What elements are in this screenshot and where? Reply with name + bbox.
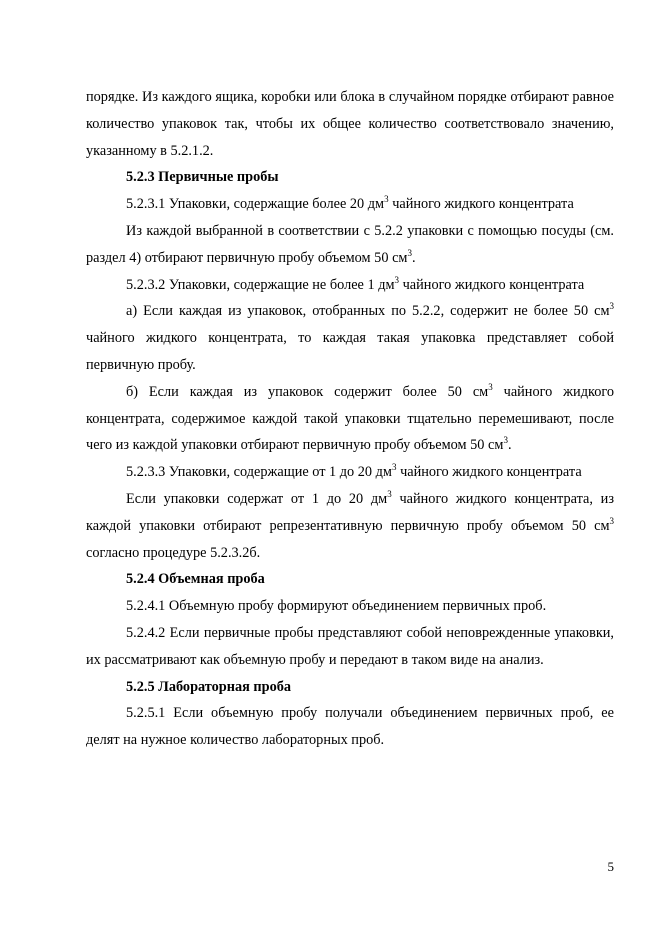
unit-exponent: 3: [394, 274, 400, 285]
document-body: [86, 84, 614, 754]
paragraph-text: Если упаковки содержат от 1 до 20: [126, 490, 364, 507]
section-heading-5-2-5: [86, 674, 614, 701]
unit-cm: см: [392, 249, 408, 266]
section-heading-5-2-3: [86, 164, 614, 191]
unit-exponent: 3: [503, 435, 508, 446]
paragraph-text: Из каждой выбранной в соответствии с 5.2.2 упаковки с помощью посуды (см. раздел 4) отбирают первичную пробу объемом 50: [86, 222, 614, 266]
paragraph-text: чайного жидкого концентрата, из каждой упаковки отбирают репрезентативную первичную пробу объемом 50: [86, 490, 614, 534]
unit-exponent: 3: [609, 301, 614, 312]
paragraph-text: порядке. Из каждого ящика, коробки или блока в случайном порядке отбирают равное количество упаковок так, чтобы их общее количество соответствовало значению, указанному в 5.2.1.2.: [86, 89, 614, 159]
paragraph-continuation: [86, 84, 614, 164]
heading-text: 5.2.3 Первичные пробы: [126, 169, 279, 186]
unit-dm: дм: [378, 276, 395, 293]
paragraph-text: 5.2.3.1 Упаковки, содержащие более 20: [126, 196, 365, 213]
unit-dm: дм: [370, 490, 388, 507]
paragraph-text: чайного жидкого концентрата, содержимое каждой такой упаковки тщательно перемешивают, после чего из каждой упаковки отбирают первичную пробу объемом 50: [86, 383, 614, 454]
paragraph-text: чайного жидкого концентрата: [402, 276, 585, 293]
section-heading-5-2-4: [86, 566, 614, 593]
paragraph-5-2-4-2: [86, 620, 614, 674]
unit-cm: см: [594, 517, 610, 534]
paragraph-text: чайного жидкого концентрата: [400, 464, 582, 481]
unit-exponent: 3: [609, 515, 614, 526]
paragraph-5-2-5-1: [86, 700, 614, 754]
heading-text: 5.2.5 Лабораторная проба: [126, 678, 292, 695]
paragraph-text: чайного жидкого концентрата, то каждая такая упаковка представляет собой первичную пробу.: [86, 330, 614, 373]
paragraph-text: б) Если каждая из упаковок содержит более 50: [126, 383, 462, 400]
unit-exponent: 3: [407, 247, 412, 258]
unit-exponent: 3: [488, 381, 493, 392]
heading-text: 5.2.4 Объемная проба: [126, 571, 265, 588]
paragraph-sampling-50cm3: [86, 218, 614, 272]
paragraph-5-2-3-3: [86, 459, 614, 486]
paragraph-text: согласно процедуре 5.2.3.2б.: [86, 544, 261, 561]
unit-dm: дм: [367, 196, 385, 213]
paragraph-text: .: [411, 249, 416, 266]
unit-exponent: 3: [391, 462, 397, 473]
paragraph-text: 5.2.3.2 Упаковки, содержащие не более 1: [126, 276, 375, 293]
unit-exponent: 3: [387, 488, 392, 499]
paragraph-5-2-3-2: [86, 272, 614, 299]
paragraph-representative-sample: [86, 486, 614, 566]
page-number: 5: [607, 859, 614, 874]
paragraph-5-2-4-1: [86, 593, 614, 620]
paragraph-5-2-3-1: [86, 191, 614, 218]
paragraph-text: чайного жидкого концентрата: [392, 196, 574, 213]
unit-cm: см: [472, 383, 489, 400]
paragraph-text: 5.2.5.1 Если объемную пробу получали объединением первичных проб, ее делят на нужное количество лабораторных проб.: [86, 705, 614, 749]
paragraph-item-b: [86, 379, 614, 459]
unit-cm: см: [594, 303, 610, 320]
paragraph-text: 5.2.3.3 Упаковки, содержащие от 1 до 20: [126, 464, 373, 481]
unit-dm: дм: [375, 464, 392, 481]
unit-cm: см: [488, 437, 504, 454]
paragraph-item-a: [86, 298, 614, 378]
paragraph-text: а) Если каждая из упаковок, отобранных по 5.2.2, содержит не более 50: [126, 303, 589, 320]
paragraph-text: 5.2.4.2 Если первичные пробы представляют собой неповрежденные упаковки, их рассматривают как объемную пробу и передают в таком виде на анализ.: [86, 624, 614, 668]
paragraph-text: .: [507, 437, 512, 454]
paragraph-text: 5.2.4.1 Объемную пробу формируют объединением первичных проб.: [126, 598, 547, 615]
unit-exponent: 3: [384, 194, 389, 205]
